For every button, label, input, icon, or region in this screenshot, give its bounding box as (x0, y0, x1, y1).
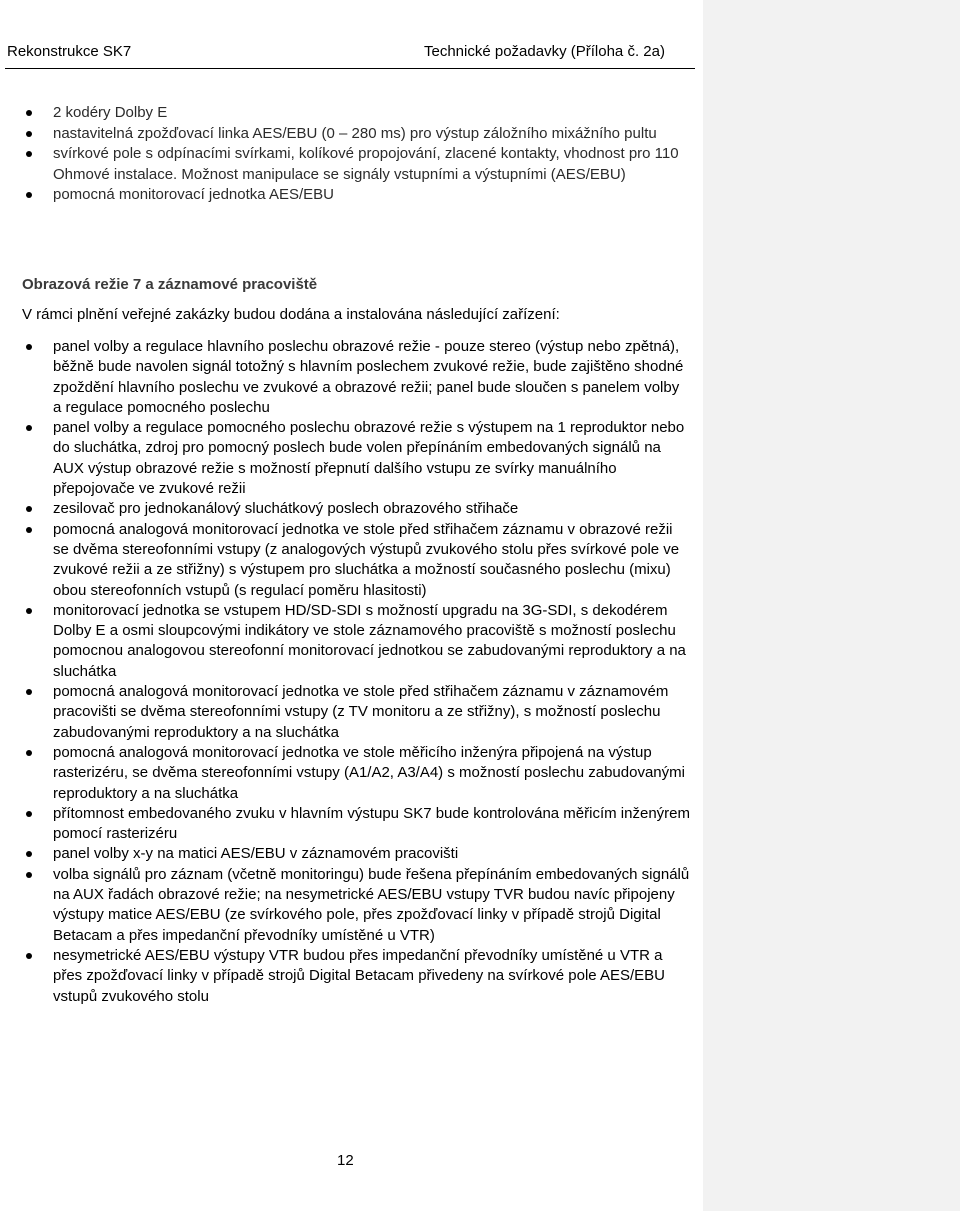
section-intro: V rámci plnění veřejné zakázky budou dodána a instalována následující zařízení: (22, 306, 560, 323)
list-item: monitorovací jednotka se vstupem HD/SD-SDI s možností upgradu na 3G-SDI, s dekodérem Dolby E a osmi sloupcovými indikátory ve stole záznamového pracoviště s možností poslechu pomocnou analogovou stereofonní monitorovací jednotkou se zabudovanými reproduktory a na sluchátka (0, 601, 690, 682)
list-item: zesilovač pro jednokanálový sluchátkový poslech obrazového střihače (0, 499, 690, 519)
header-subtitle: Technické požadavky (Příloha č. 2a) (424, 43, 665, 60)
page-number: 12 (337, 1152, 354, 1169)
section-heading: Obrazová režie 7 a záznamové pracoviště (22, 276, 318, 293)
comment-margin-panel (703, 0, 960, 1211)
list-item: pomocná analogová monitorovací jednotka ve stole před střihačem záznamu v záznamovém pracovišti se dvěma stereofonními vstupy (z TV monitoru a ze střižny), s možností poslechu zabudovanými reproduktory a na sluchátka (0, 682, 690, 743)
list-item: pomocná analogová monitorovací jednotka ve stole měřicího inženýra připojená na výstup rasterizéru, se dvěma stereofonními vstupy (A1/A2, A3/A4) s možností poslechu zabudovanými reproduktory a na sluchátka (0, 743, 690, 804)
list-item: panel volby x-y na matici AES/EBU v záznamovém pracovišti (0, 844, 690, 864)
list-item: přítomnost embedovaného zvuku v hlavním výstupu SK7 bude kontrolována měřicím inženýrem pomocí rasterizéru (0, 804, 690, 845)
list-item: svírkové pole s odpínacími svírkami, kolíkové propojování, zlacené kontakty, vhodnost pro 110 Ohmové instalace. Možnost manipulace se signály vstupními a výstupními (AES/EBU) (0, 144, 690, 185)
list-item: 2 kodéry Dolby E (0, 103, 690, 124)
header-divider (5, 68, 695, 69)
header-title: Rekonstrukce SK7 (7, 43, 132, 60)
list-item: panel volby a regulace pomocného poslechu obrazové režie s výstupem na 1 reproduktor nebo do sluchátka, zdroj pro pomocný poslech bude volen přepínáním embedovaných signálů na AUX výstup obrazové režie s možností přepnutí dalšího vstupu ze svírky manuálního přepojovače ve zvukové režii (0, 418, 690, 499)
list-item: volba signálů pro záznam (včetně monitoringu) bude řešena přepínáním embedovaných signálů na AUX řadách obrazové režie; na nesymetrické AES/EBU vstupy TVR budou navíc připojeny výstupy matice AES/EBU (ze svírkového pole, přes zpožďovací linky v případě strojů Digital Betacam a přes impedanční převodníky umístěné u VTR) (0, 865, 690, 946)
list-item: pomocná monitorovací jednotka AES/EBU (0, 185, 690, 206)
list-item: panel volby a regulace hlavního poslechu obrazové režie - pouze stereo (výstup nebo zpětná), běžně bude navolen signál totožný s hlavním poslechem zvukové režie, bude zajištěno shodné zpoždění hlavního poslechu ve zvukové a obrazové režii; panel bude sloučen s panelem volby a regulace pomocného poslechu (0, 337, 690, 418)
list-item: nesymetrické AES/EBU výstupy VTR budou přes impedanční převodníky umístěné u VTR a přes zpožďovací linky v případě strojů Digital Betacam přivedeny na svírkové pole AES/EBU vstupů zvukového stolu (0, 946, 690, 1007)
equipment-list-2 (0, 337, 690, 1007)
list-item: nastavitelná zpožďovací linka AES/EBU (0 – 280 ms) pro výstup záložního mixážního pultu (0, 124, 690, 145)
equipment-list-1 (0, 103, 690, 206)
list-item: pomocná analogová monitorovací jednotka ve stole před střihačem záznamu v obrazové režii se dvěma stereofonními vstupy (z analogových výstupů zvukového stolu přes svírkové pole ve zvukové režii a ze střižny) s výstupem pro sluchátka a možností současného poslechu (mixu) obou stereofonních vstupů (s regulací poměru hlasitosti) (0, 520, 690, 601)
